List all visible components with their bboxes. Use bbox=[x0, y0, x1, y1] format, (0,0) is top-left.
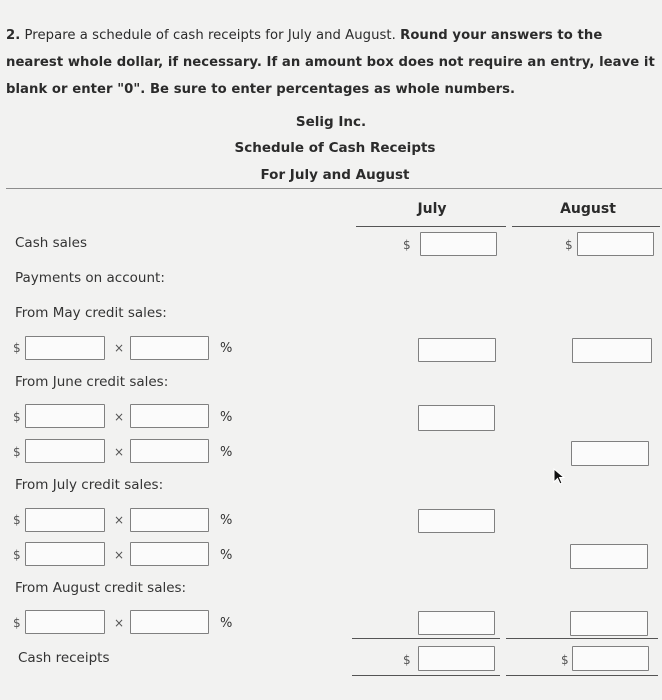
july-july-collection-input[interactable] bbox=[418, 509, 495, 533]
july-sum-rule bbox=[352, 638, 500, 639]
august-total-rule bbox=[506, 675, 658, 676]
july-total-rule bbox=[352, 675, 500, 676]
june-credit-label: From June credit sales: bbox=[15, 374, 169, 390]
dollar-sign: $ bbox=[403, 238, 411, 252]
july-amount-input-2[interactable] bbox=[25, 542, 105, 566]
column-july: July bbox=[417, 201, 447, 217]
august-sum-rule bbox=[506, 638, 658, 639]
dollar-sign: $ bbox=[13, 341, 21, 355]
cash-receipts-label: Cash receipts bbox=[18, 650, 110, 666]
august-may-collection-input[interactable] bbox=[572, 338, 652, 363]
june-percent-input-1[interactable] bbox=[130, 404, 209, 428]
dollar-sign: $ bbox=[565, 238, 573, 252]
june-amount-input-1[interactable] bbox=[25, 404, 105, 428]
multiply-sign: × bbox=[114, 410, 125, 424]
dollar-sign: $ bbox=[13, 445, 21, 459]
instructions: 2. Prepare a schedule of cash receipts for July and August. Round your answers to the nearest whole dollar, if necessary. If an amount box does not require an entry, leave it blank or enter "0". Be sure to enter percentages as whole numbers. bbox=[6, 28, 655, 97]
company-name: Selig Inc. bbox=[295, 114, 367, 130]
july-credit-label: From July credit sales: bbox=[15, 477, 164, 493]
cash-sales-label: Cash sales bbox=[15, 235, 87, 251]
august-june-collection-input[interactable] bbox=[571, 441, 649, 466]
percent-sign: % bbox=[220, 548, 233, 563]
schedule-title: Schedule of Cash Receipts bbox=[234, 140, 436, 156]
july-percent-input-2[interactable] bbox=[130, 542, 209, 566]
july-cash-sales-input[interactable] bbox=[420, 232, 497, 256]
may-amount-input[interactable] bbox=[25, 336, 105, 360]
dollar-sign: $ bbox=[561, 653, 569, 667]
july-amount-input-1[interactable] bbox=[25, 508, 105, 532]
dollar-sign: $ bbox=[13, 616, 21, 630]
multiply-sign: × bbox=[114, 616, 125, 630]
august-credit-label: From August credit sales: bbox=[15, 580, 187, 596]
mouse-cursor-icon bbox=[553, 468, 567, 490]
payments-label: Payments on account: bbox=[15, 270, 165, 286]
schedule-period: For July and August bbox=[260, 167, 410, 183]
dollar-sign: $ bbox=[403, 653, 411, 667]
dollar-sign: $ bbox=[13, 513, 21, 527]
june-percent-input-2[interactable] bbox=[130, 439, 209, 463]
july-may-collection-input[interactable] bbox=[418, 338, 496, 362]
percent-sign: % bbox=[220, 513, 233, 528]
august-percent-input[interactable] bbox=[130, 610, 209, 634]
august-cash-receipts-input[interactable] bbox=[572, 646, 649, 671]
may-percent-input[interactable] bbox=[130, 336, 209, 360]
july-june-collection-input[interactable] bbox=[418, 405, 495, 431]
multiply-sign: × bbox=[114, 445, 125, 459]
multiply-sign: × bbox=[114, 513, 125, 527]
july-august-collection-input[interactable] bbox=[418, 611, 495, 635]
column-august: August bbox=[560, 201, 616, 217]
june-amount-input-2[interactable] bbox=[25, 439, 105, 463]
dollar-sign: $ bbox=[13, 410, 21, 424]
august-cash-sales-input[interactable] bbox=[577, 232, 654, 256]
dollar-sign: $ bbox=[13, 548, 21, 562]
july-underline bbox=[356, 226, 506, 227]
may-credit-label: From May credit sales: bbox=[15, 305, 167, 321]
august-underline bbox=[512, 226, 660, 227]
august-august-collection-input[interactable] bbox=[570, 611, 648, 636]
multiply-sign: × bbox=[114, 341, 125, 355]
header-rule bbox=[6, 188, 662, 189]
multiply-sign: × bbox=[114, 548, 125, 562]
percent-sign: % bbox=[220, 616, 233, 631]
percent-sign: % bbox=[220, 341, 233, 356]
july-cash-receipts-input[interactable] bbox=[418, 646, 495, 671]
july-percent-input-1[interactable] bbox=[130, 508, 209, 532]
percent-sign: % bbox=[220, 410, 233, 425]
percent-sign: % bbox=[220, 445, 233, 460]
august-amount-input[interactable] bbox=[25, 610, 105, 634]
august-july-collection-input[interactable] bbox=[570, 544, 648, 569]
